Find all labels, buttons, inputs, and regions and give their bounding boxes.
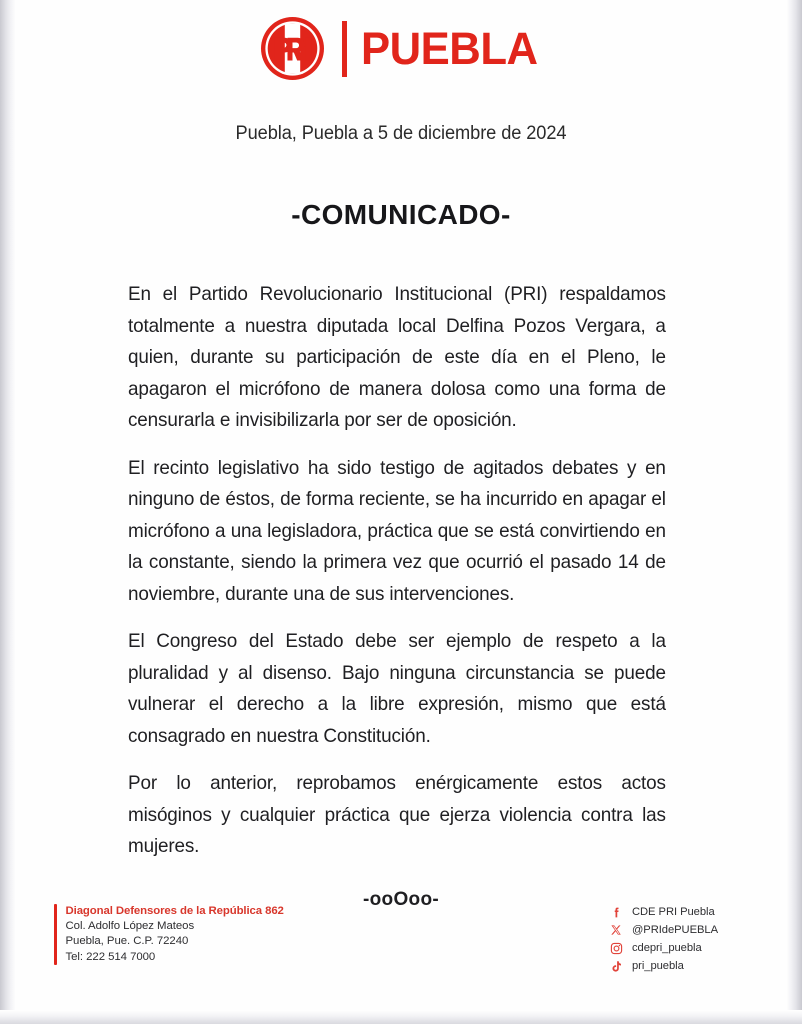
social-handle: @PRIdePUEBLA xyxy=(632,924,718,936)
paragraph: En el Partido Revolucionario Institucional (PRI) respaldamos totalmente a nuestra diputada local Delfina Pozos Vergara, a quien, durante su participación de este día en el Pleno, le apagaron el micrófono de manera dolosa como una forma de censurarla e invisibilizarla por ser de oposición. xyxy=(128,284,666,431)
puebla-wordmark: PUEBLA xyxy=(360,23,538,74)
facebook-icon xyxy=(609,905,623,919)
paragraph: El Congreso del Estado debe ser ejemplo de respeto a la pluralidad y al disenso. Bajo ninguna circunstancia se puede vulnerar el derecho a la libre expresión, mismo que está consagrado en nuestra Constitución. xyxy=(128,631,666,747)
social-link-x[interactable] xyxy=(609,922,718,938)
address-street: Diagonal Defensores de la República 862 xyxy=(65,905,284,917)
instagram-icon xyxy=(609,941,623,955)
address-lines xyxy=(66,904,284,965)
document-sheet xyxy=(16,0,786,1010)
social-links xyxy=(609,900,756,974)
closing-mark: -ooOoo- xyxy=(363,888,439,910)
logo-divider xyxy=(342,21,347,77)
address-colony: Col. Adolfo López Mateos xyxy=(65,920,195,933)
social-link-tiktok[interactable] xyxy=(609,958,718,974)
social-link-instagram[interactable] xyxy=(609,940,718,956)
social-handle: CDE PRI Puebla xyxy=(632,906,715,918)
address-block xyxy=(54,900,284,965)
social-link-facebook[interactable] xyxy=(609,904,718,920)
pri-puebla-logo-lockup xyxy=(259,15,543,82)
address-phone: Tel: 222 514 7000 xyxy=(65,950,156,963)
document-header xyxy=(16,0,786,86)
page-bottom-shadow xyxy=(0,1010,802,1024)
document-content xyxy=(16,123,786,911)
address-city-zip: Puebla, Pue. C.P. 72240 xyxy=(65,935,189,948)
pri-emblem-icon xyxy=(259,15,326,82)
social-handle: cdepri_puebla xyxy=(632,942,702,954)
address-accent-rule xyxy=(54,904,57,965)
x-twitter-icon xyxy=(609,923,623,937)
paragraph: Por lo anterior, reprobamos enérgicamente estos actos misóginos y cualquier práctica que ejerza violencia contra las mujeres. xyxy=(128,773,666,857)
page-title: -COMUNICADO- xyxy=(291,199,511,230)
document-body xyxy=(128,279,674,863)
document-footer xyxy=(16,900,786,996)
dateline: Puebla, Puebla a 5 de diciembre de 2024 xyxy=(235,123,567,144)
tiktok-icon xyxy=(609,959,623,973)
paragraph: El recinto legislativo ha sido testigo de agitados debates y en ninguno de éstos, de forma reciente, se ha incurrido en apagar el micrófono a una legisladora, práctica que se está convirtiendo en la constante, siendo la primera vez que ocurrió el pasado 14 de noviembre, durante una de sus intervenciones. xyxy=(128,457,666,605)
social-handle: pri_puebla xyxy=(632,960,684,972)
